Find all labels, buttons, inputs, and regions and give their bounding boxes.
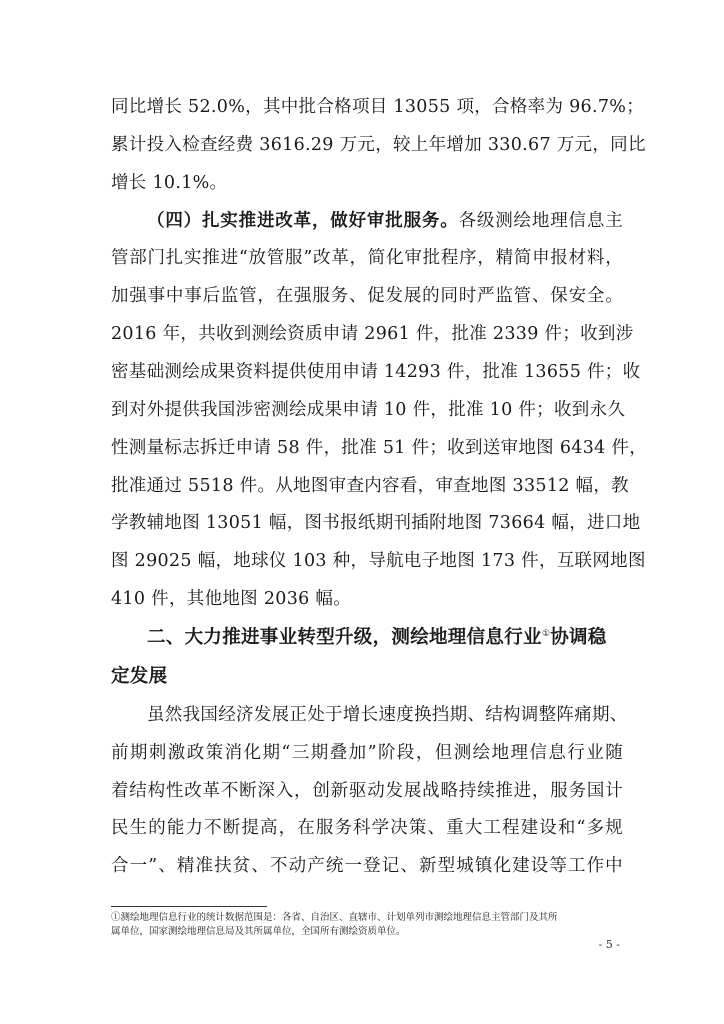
section2-heading-part2: 协调稳 — [550, 627, 607, 648]
section4-first-line-rest: 各级测绘地理信息主 — [458, 211, 623, 231]
body-line: 民生的能力不断提高，在服务科学决策、重大工程建设和“多规 — [111, 818, 623, 838]
body-line: 同比增长 52.0%，其中批合格项目 13055 项，合格率为 96.7%； — [111, 97, 645, 117]
footnote-line: 属单位，国家测绘地理信息局及其所属单位，全国所有测绘资质单位。 — [111, 926, 406, 937]
footnote-marker: ① — [541, 628, 551, 639]
section4-first-line — [147, 208, 623, 234]
body-line: 410 件，其他地图 2036 幅。 — [111, 589, 352, 609]
body-line: 增长 10.1%。 — [111, 173, 228, 193]
body-line: 着结构性改革不断深入，创新驱动发展战略持续推进，服务国计 — [111, 781, 623, 801]
body-line: 管部门扎实推进“放管服”改革，简化审批程序，精简申报材料， — [111, 248, 623, 268]
body-line: 到对外提供我国涉密测绘成果申请 10 件，批准 10 件；收到永久 — [111, 400, 626, 420]
section4-title: （四）扎实推进改革，做好审批服务。 — [147, 211, 459, 231]
body-line: 批准通过 5518 件。从地图审查内容看，审查地图 33512 幅，教 — [111, 476, 629, 496]
section2-heading — [147, 625, 623, 651]
footnote-divider — [111, 906, 267, 907]
body-line: 加强事中事后监管，在强服务、促发展的同时严监管、保安全。 — [111, 286, 623, 306]
section2-heading-part1: 二、大力推进事业转型升级，测绘地理信息行业 — [147, 627, 542, 648]
body-line: 虽然我国经济发展正处于增长速度换挡期、结构调整阵痛期、 — [147, 705, 628, 725]
body-line: 密基础测绘成果资料提供使用申请 14293 件，批准 13655 件；收 — [111, 362, 641, 382]
body-line: 2016 年，共收到测绘资质申请 2961 件，批准 2339 件；收到涉 — [111, 324, 634, 344]
body-line: 图 29025 幅，地球仪 103 种，导航电子地图 173 件，互联网地图 — [111, 551, 646, 571]
section2-heading-line2: 定发展 — [111, 666, 168, 687]
footnote-line: ①测绘地理信息行业的统计数据范围是：各省、自治区、直辖市、计划单列市测绘地理信息主管部门及其所 — [111, 912, 558, 923]
body-line: 前期刺激政策消化期“三期叠加”阶段，但测绘地理信息行业随 — [111, 743, 623, 763]
body-line: 合一”、精准扶贫、不动产统一登记、新型城镇化建设等工作中 — [111, 856, 623, 876]
body-line: 累计投入检查经费 3616.29 万元，较上年增加 330.67 万元，同比 — [111, 135, 646, 155]
page-number: - 5 - — [598, 938, 620, 951]
body-line: 性测量标志拆迁申请 58 件，批准 51 件；收到送审地图 6434 件， — [111, 438, 648, 458]
body-line: 学教辅地图 13051 幅，图书报纸期刊插附地图 73664 幅，进口地 — [111, 513, 641, 533]
